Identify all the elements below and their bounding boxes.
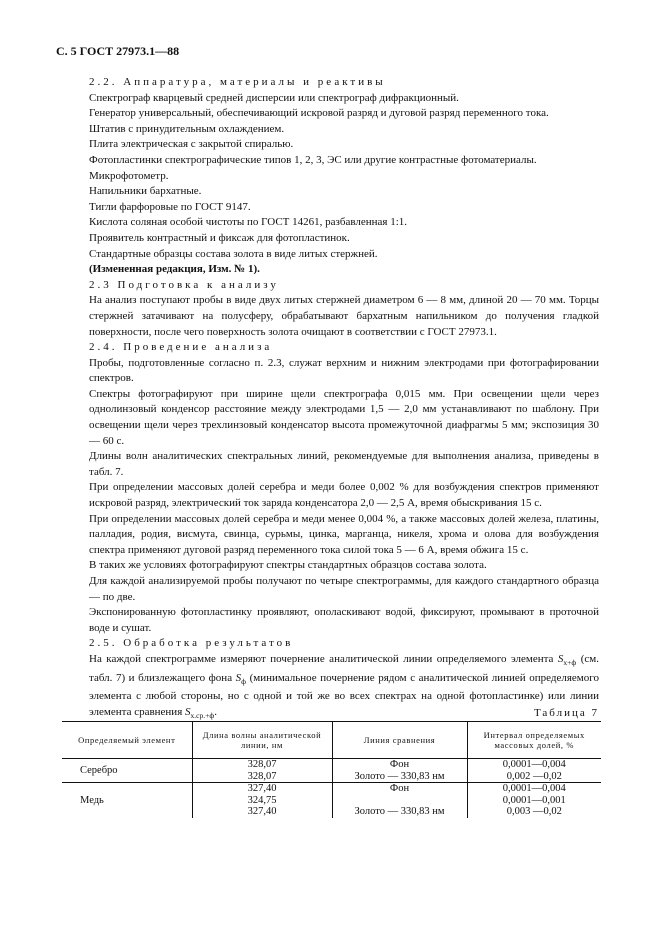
wavelength-cell [192, 783, 332, 818]
symbol-subscript: ф [241, 676, 247, 686]
table-row [62, 783, 601, 818]
equipment-item: Плита электрическая с закрытой спиралью. [89, 138, 294, 151]
equipment-item: Кислота соляная особой чистоты по ГОСТ 14261, разбавленная 1:1. [89, 216, 408, 229]
column-header: Длина волны аналитической линии, нм [192, 722, 332, 759]
processing-paragraph [89, 652, 599, 723]
equipment-item: Микрофотометр. [89, 169, 169, 182]
analysis-paragraph: При определении массовых долей серебра и меди менее 0,004 %, а также массовых долей железа, платины, палладия, родия, висмута, свинца, сурьмы, цинка, марганца, никеля, хрома и олова для возбуждения спектра применяют дуговой разряд переменного тока силой тока 5 — 6 А, время обжига 15 с. [89, 512, 599, 556]
table-caption: Таблица 7 [533, 707, 599, 719]
comparison-value: Фон [389, 759, 410, 770]
element-cell: Медь [80, 794, 104, 806]
interval-value: 0,003 —0,02 [506, 806, 562, 817]
section-2-2-heading: 2.2. Аппаратура, материалы и реактивы [89, 76, 386, 88]
equipment-item: Генератор универсальный, обеспечивающий искровой разряд и дуговой разряд переменного тока. [89, 107, 549, 120]
comparison-value: Золото — 330,83 нм [354, 806, 445, 817]
comparison-cell [332, 759, 467, 783]
equipment-item: Фотопластинки спектрографические типов 1, 2, 3, ЭС или другие контрастные фотоматериалы. [89, 153, 537, 166]
interval-value: 0,0001—0,001 [502, 794, 566, 806]
main-text [89, 75, 599, 723]
interval-value: 0,002 —0,02 [506, 770, 562, 782]
analysis-paragraph: При определении массовых долей серебра и меди более 0,002 % для возбуждения спектров применяют искровой разряд, электрический ток заряда конденсатора 2,0 — 2,5 А, время обыскривания 15 с. [89, 481, 599, 510]
equipment-item: Тигли фарфоровые по ГОСТ 9147. [89, 200, 251, 213]
wavelength-value: 328,07 [247, 759, 277, 770]
symbol-s: S [235, 671, 242, 684]
symbol-s: S [185, 705, 191, 718]
equipment-item: Напильники бархатные. [89, 185, 202, 198]
symbol-subscript: x+ф [563, 657, 577, 667]
symbol-subscript: x.ср.+ф [190, 710, 215, 720]
comparison-value [337, 795, 463, 807]
equipment-item: Стандартные образцы состава золота в виде литых стержней. [89, 247, 378, 260]
wavelength-cell [192, 759, 332, 783]
column-header: Определяемый элемент [62, 722, 192, 759]
table-header-row [62, 722, 601, 759]
symbol-s: S [557, 652, 564, 665]
table-7 [62, 721, 601, 818]
interval-cell [467, 759, 601, 783]
wavelength-value: 327,40 [247, 806, 277, 817]
edit-note: (Измененная редакция, Изм. № 1). [89, 263, 260, 276]
analysis-paragraph: Длины волн аналитических спектральных линий, рекомендуемые для выполнения анализа, приведены в табл. 7. [89, 450, 599, 478]
column-header: Линия сравнения [332, 722, 467, 759]
text-part: . [214, 705, 217, 718]
analysis-paragraph: Для каждой анализируемой пробы получают по четыре спектрограммы, для каждого стандартного образца — по две. [89, 575, 599, 603]
section-2-5-heading: 2.5. Обработка результатов [89, 637, 294, 650]
section-2-3-heading: 2.3 Подготовка к анализу [89, 278, 279, 291]
analysis-paragraph: Экспонированную фотопластинку проявляют, ополаскивают водой, фиксируют, промывают в проточной воде и сушат. [89, 606, 599, 634]
column-header: Интервал определяемых массовых долей, % [467, 722, 601, 759]
equipment-item: Проявитель контрастный и фиксаж для фотопластинок. [89, 231, 350, 244]
section-2-4-heading: 2.4. Проведение анализа [89, 341, 273, 354]
text-part: На каждой спектрограмме измеряют почернение аналитической линии определяемого элемента [89, 652, 558, 665]
page-header: С. 5 ГОСТ 27973.1—88 [56, 44, 180, 58]
analysis-paragraph: Пробы, подготовленные согласно п. 2.3, служат верхним и нижним электродами при фотографировании спектров. [89, 356, 599, 385]
table-row [62, 759, 601, 783]
comparison-value: Фон [389, 783, 410, 794]
analysis-paragraph: Спектры фотографируют при ширине щели спектрографа 0,015 мм. При освещении щели через однолинзовый конденсор расстояние между электродами 1,5 — 2,0 мм устанавливают по шаблону. При освещении щели через трехлинзовый конденсатор высота промежуточной диафрагмы 5 мм; экспозиция 30 — 60 с. [89, 387, 599, 447]
interval-cell [467, 783, 601, 818]
wavelength-value: 328,07 [247, 770, 277, 782]
analysis-paragraph: В таких же условиях фотографируют спектры стандартных образцов состава золота. [89, 559, 487, 572]
comparison-value: Золото — 330,83 нм [354, 770, 445, 782]
wavelength-value: 324,75 [247, 794, 277, 806]
text-part: (см. табл. 7) и близлежащего фона [89, 652, 599, 684]
element-cell: Серебро [62, 759, 192, 783]
interval-value: 0,0001—0,004 [502, 783, 566, 794]
section-2-3-text: На анализ поступают пробы в виде двух литых стержней диаметром 6 — 8 мм, длиной 20 — 70 мм. Торцы стержней затачивают на полусферу, обрабатывают бархатным напильником до получения гладкой поверхности, после чего поверхность золота очищают в соответствии с ГОСТ 27973.1. [89, 294, 599, 338]
text-part: (минимальное почернение рядом с аналитической линией определяемого элемента с любой стороны, но с одной и той же во всех спектрах на одной фотопластинке) или линии элемента сравнения [89, 671, 599, 718]
interval-value: 0,0001—0,004 [502, 759, 566, 770]
wavelength-value: 327,40 [247, 783, 277, 794]
comparison-cell [332, 783, 467, 818]
equipment-item: Спектрограф кварцевый средней дисперсии или спектрограф дифракционный. [89, 91, 459, 104]
equipment-item: Штатив с принудительным охлаждением. [89, 122, 285, 135]
